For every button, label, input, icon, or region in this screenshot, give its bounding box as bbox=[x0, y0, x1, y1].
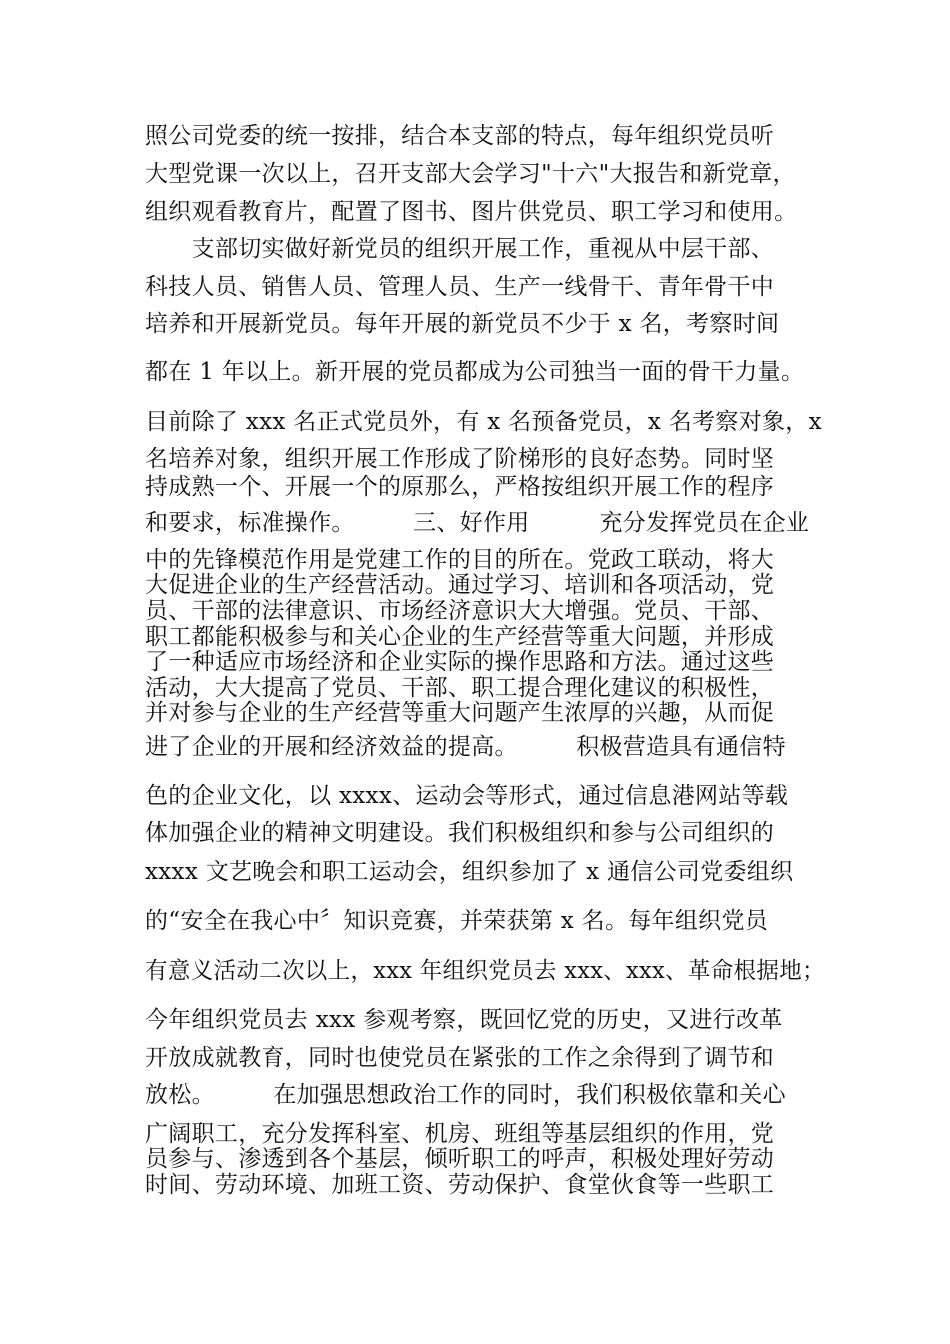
text-line: xxxx 文艺晚会和职工运动会，组织参加了 x 通信公司党委组织 bbox=[145, 859, 794, 885]
text-line: 色的企业文化，以 xxxx、运动会等形式，通过信息港网站等载 bbox=[145, 783, 789, 809]
text-line: 持成熟一个、开展一个的原那么，严格按组织开展工作的程序 bbox=[145, 474, 775, 500]
text-line: 活动，大大提高了党员、干部、职工提合理化建议的积极性， bbox=[145, 675, 775, 701]
text-line: 大促进企业的生产经营活动。通过学习、培训和各项活动，党 bbox=[145, 572, 775, 598]
text-line: 和要求，标准操作。 三、好作用 充分发挥党员在企业 bbox=[145, 510, 810, 536]
text-line: 了一种适应市场经济和企业实际的操作思路和方法。通过这些 bbox=[145, 649, 775, 675]
text-line: 今年组织党员去 xxx 参观考察，既回忆党的历史，又进行改革 bbox=[145, 1007, 783, 1033]
text-line: 有意义活动二次以上，xxx 年组织党员去 xxx、xxx、革命根据地； bbox=[145, 958, 825, 984]
text-line: 并对参与企业的生产经营等重大问题产生浓厚的兴趣，从而促 bbox=[145, 700, 775, 726]
text-line: 放松。 在加强思想政治工作的同时，我们积极依靠和关心 bbox=[145, 1082, 786, 1108]
text-line: 组织观看教育片，配置了图书、图片供党员、职工学习和使用。 bbox=[145, 199, 798, 225]
text-line: 目前除了 xxx 名正式党员外，有 x 名预备党员，x 名考察对象，x bbox=[145, 409, 822, 435]
text-line: 中的先锋模范作用是党建工作的目的所在。党政工联动，将大 bbox=[145, 547, 775, 573]
text-line: 都在 1 年以上。新开展的党员都成为公司独当一面的骨干力量。 bbox=[145, 359, 805, 385]
text-line: 照公司党委的统一按排，结合本支部的特点，每年组织党员听 bbox=[145, 123, 775, 149]
text-line: 体加强企业的精神文明建设。我们积极组织和参与公司组织的 bbox=[145, 820, 775, 846]
text-line: 的“安全在我心中〞知识竞赛，并荣获第 x 名。每年组织党员 bbox=[145, 908, 769, 934]
text-line: 进了企业的开展和经济效益的提高。 积极营造具有通信特 bbox=[145, 734, 786, 760]
text-line: 科技人员、销售人员、管理人员、生产一线骨干、青年骨干中 bbox=[145, 274, 775, 300]
text-line: 时间、劳动环境、加班工资、劳动保护、食堂伙食等一些职工 bbox=[145, 1172, 775, 1198]
text-line: 员、干部的法律意识、市场经济意识大大增强。党员、干部、 bbox=[145, 598, 775, 624]
text-line: 职工都能积极参与和关心企业的生产经营等重大问题，并形成 bbox=[145, 624, 775, 650]
text-line: 名培养对象，组织开展工作形成了阶梯形的良好态势。同时坚 bbox=[145, 446, 775, 472]
text-line: 员参与、渗透到各个基层，倾听职工的呼声，积极处理好劳动 bbox=[145, 1146, 775, 1172]
text-line: 大型党课一次以上，召开支部大会学习"十六"大报告和新党章， bbox=[145, 161, 796, 187]
text-line: 开放成就教育，同时也使党员在紧张的工作之余得到了调节和 bbox=[145, 1045, 775, 1071]
text-line: 支部切实做好新党员的组织开展工作，重视从中层干部、 bbox=[145, 236, 775, 262]
text-line: 培养和开展新党员。每年开展的新党员不少于 x 名，考察时间 bbox=[145, 311, 780, 337]
text-line: 广阔职工，充分发挥科室、机房、班组等基层组织的作用，党 bbox=[145, 1121, 775, 1147]
